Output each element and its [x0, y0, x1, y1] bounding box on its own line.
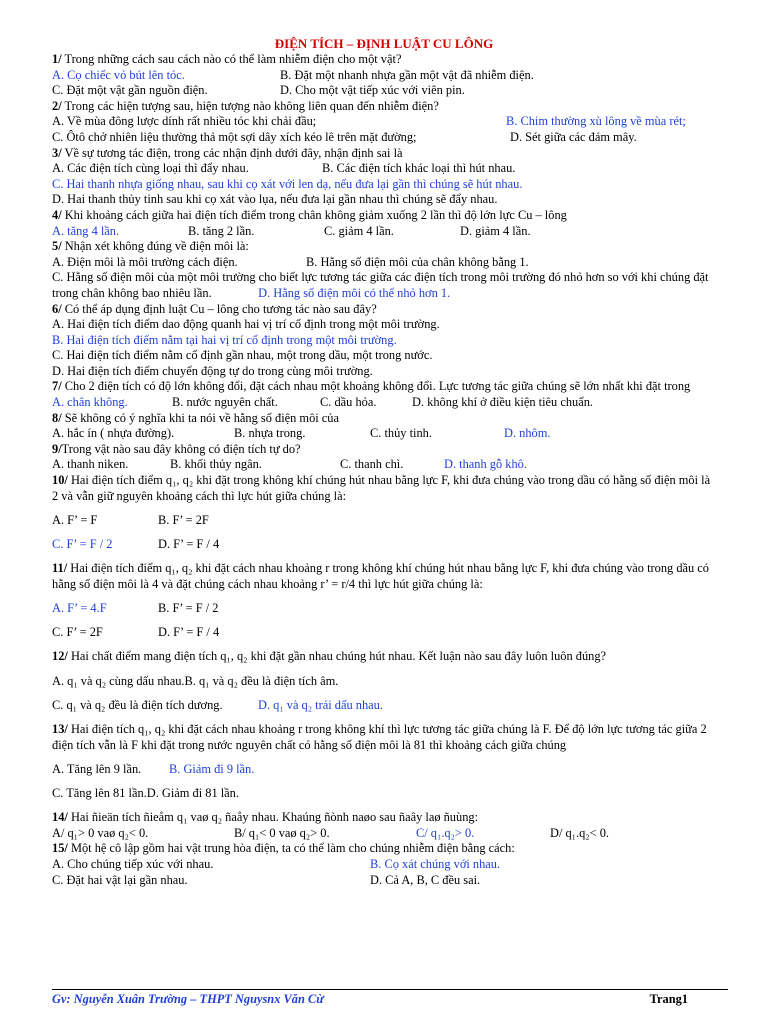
option-b: B. tăng 2 lần.: [188, 223, 255, 238]
question-number: 3/: [52, 145, 62, 160]
question-5: [52, 239, 732, 255]
question-text: Sẽ không có ý nghĩa khi ta nói về hằng số điện môi của: [61, 410, 340, 425]
option-b: B. Hai điện tích điểm nằm tại hai vị trí cố định trong một môi trường.: [52, 332, 397, 347]
option-c: C. Đặt hai vật lại gần nhau.: [52, 872, 188, 887]
question-text: Trong vật nào sau đây không có điện tích tự do?: [61, 441, 301, 456]
question-9: [52, 442, 732, 458]
option-c: C/ q₁.q₂> 0.: [416, 825, 475, 840]
option-d: D. Hằng số điện môi có thể nhỏ hơn 1.: [258, 285, 451, 300]
question-number: 8/: [52, 410, 62, 425]
option-c: C. Hai điện tích điểm nằm cố định gần nhau, một trong dầu, một trong nước.: [52, 348, 433, 363]
option-a: A. Điện môi là môi trường cách điện.: [52, 254, 238, 269]
question-number: 7/: [52, 379, 62, 394]
option-a: A. Tăng lên 9 lần.: [52, 762, 142, 777]
question-number: 10/: [52, 473, 68, 488]
option-d: D. thanh gỗ khô.: [444, 457, 527, 472]
question-text: Một hệ cô lập gồm hai vật trung hòa điện, ta có thể làm cho chúng nhiễm điện bằng cách:: [67, 841, 515, 856]
option-d: D. F’ = F / 4: [158, 537, 220, 552]
option-a: A. Các điện tích cùng loại thì đẩy nhau.: [52, 161, 249, 176]
option-ab: A. q₁ và q₂ cùng dấu nhau.B. q₁ và q₂ đều là điện tích âm.: [52, 674, 339, 688]
option-c: C. F’ = F / 2: [52, 537, 113, 552]
question-1: [52, 52, 732, 68]
option-a: A. Cho chúng tiếp xúc với nhau.: [52, 856, 214, 871]
option-b: B. khối thủy ngân.: [170, 457, 262, 472]
option-c: C. Ôtô chở nhiên liệu thường thả một sợi dây xích kéo lê trên mặt đường;: [52, 129, 417, 144]
question-2: [52, 99, 732, 115]
question-12: [52, 649, 732, 665]
page-footer: [52, 989, 728, 1008]
option-c-text: C. Hằng số điện môi của một môi trường cho biết lực tương tác giữa các điện tích trong môi trường đó nhỏ hơn so với khi chúng đặt trong chân không bao nhiêu lần.: [52, 270, 709, 300]
option-d: D. Hai thanh thủy tinh sau khi cọ xát vào lụa, nếu đưa lại gần nhau thì chúng sẽ đẩy nhau.: [52, 192, 498, 207]
question-number: 5/: [52, 239, 62, 254]
option-b: B. Đặt một nhanh nhựa gần một vật đã nhiễm điện.: [280, 67, 534, 82]
question-4: [52, 208, 732, 224]
question-number: 11/: [52, 561, 68, 576]
question-13: [52, 722, 716, 753]
option-d: D. Cả A, B, C đều sai.: [370, 872, 481, 887]
question-number: 9/: [52, 441, 62, 456]
option-d: D. không khí ở điều kiện tiêu chuẩn.: [412, 395, 594, 410]
question-6: [52, 302, 732, 318]
question-number: 4/: [52, 207, 62, 222]
question-number: 13/: [52, 722, 68, 736]
question-3: [52, 146, 732, 162]
option-b: B. Các điện tích khác loại thì hút nhau.: [322, 161, 516, 176]
author-line: Gv: Nguyễn Xuân Trường – THPT Nguysnx Văn Cừ: [52, 992, 324, 1006]
option-a: A. chân không.: [52, 395, 128, 410]
option-a: A. tăng 4 lần.: [52, 223, 120, 238]
question-number: 12/: [52, 649, 68, 664]
question-text: Hai điện tích q₁, q₂ khi đặt cách nhau khoảng r trong không khí thì lực tương tác giữa chúng là F. Để độ lớn lực tương tác giữa 2 điện tích vẫn là F khi đặt trong nước nguyên chất có hằng số điện môi là 81 thì khoảng cách giữa chúng: [52, 722, 707, 752]
option-b: B. Cọ xát chúng với nhau.: [370, 856, 501, 871]
question-text: Hai ñieän tích ñieåm q₁ vaø q₂ ñaåy nhau. Khaúng ñònh naøo sau ñaây laø ñuùng:: [67, 810, 479, 825]
question-8: [52, 411, 732, 427]
option-a: A. hắc ín ( nhựa đường).: [52, 426, 175, 441]
option-b: B. nước nguyên chất.: [172, 395, 278, 410]
option-c: C. q₁ và q₂ đều là điện tích dương.: [52, 698, 223, 712]
question-text: Về sự tương tác điện, trong các nhận định dưới đây, nhận định sai là: [61, 145, 403, 160]
option-d: D. nhôm.: [504, 426, 551, 441]
option-c: C. F’ = 2F: [52, 625, 103, 640]
question-14: [52, 810, 732, 826]
question-text: Có thể áp dụng định luật Cu – lông cho tương tác nào sau đây?: [61, 301, 377, 316]
option-d: D. Sét giữa các đám mây.: [510, 129, 637, 144]
question-text: Hai điện tích điểm q₁, q₂ khi đặt trong không khí chúng hút nhau bằng lực F, khi đưa chúng vào trong dầu có hằng số điện môi là 2 và vẫn giữ nguyên khoảng cách thì lực hút giữa chúng là:: [52, 473, 711, 503]
option-c: [52, 270, 716, 301]
option-c: C. giảm 4 lần.: [324, 223, 394, 238]
question-text: Khi khoảng cách giữa hai điện tích điểm trong chân không giảm xuống 2 lần thì độ lớn lực Cu – lông: [61, 207, 567, 222]
option-b: B. Chim thường xù lông về mùa rét;: [506, 114, 686, 129]
option-a: A/ q₁> 0 vaø q₂< 0.: [52, 825, 149, 840]
option-a: A. thanh niken.: [52, 457, 129, 472]
option-b: B/ q₁< 0 vaø q₂> 0.: [234, 825, 330, 840]
page-title: ĐIỆN TÍCH – ĐỊNH LUẬT CU LÔNG: [274, 36, 494, 51]
option-d: D/ q₁.q₂< 0.: [550, 825, 609, 840]
question-text: Hai chất điểm mang điện tích q₁, q₂ khi đặt gần nhau chúng hút nhau. Kết luận nào sau đây luôn luôn đúng?: [67, 649, 607, 664]
question-15: [52, 841, 732, 857]
option-b: B. Giảm đi 9 lần.: [169, 762, 255, 777]
option-cd: C. Tăng lên 81 lần.D. Giảm đi 81 lần.: [52, 786, 239, 801]
question-text: Trong những cách sau cách nào có thể làm nhiễm điện cho một vật?: [61, 52, 402, 66]
question-number: 2/: [52, 98, 62, 113]
page-number: Trang1: [649, 992, 688, 1006]
question-number: 15/: [52, 841, 68, 856]
option-c: C. Hai thanh nhựa giống nhau, sau khi cọ xát với len dạ, nếu đưa lại gần thì chúng sẽ hút nhau.: [52, 176, 523, 191]
option-a: A. Hai điện tích điểm dao động quanh hai vị trí cố định trong một môi trường.: [52, 317, 440, 332]
question-number: 14/: [52, 810, 68, 825]
question-10: [52, 473, 716, 504]
question-11: [52, 561, 724, 592]
option-d: D. Hai điện tích điểm chuyển động tự do trong cùng môi trường.: [52, 363, 373, 378]
option-c: C. dầu hỏa.: [320, 395, 377, 410]
option-b: B. F’ = 2F: [158, 513, 209, 528]
option-a: A. Về mùa đông lược dính rất nhiều tóc khi chải đầu;: [52, 114, 317, 129]
question-text: Cho 2 điện tích có độ lớn không đổi, đặt cách nhau một khoảng không đổi. Lực tương tác giữa chúng sẽ lớn nhất khi đặt trong: [61, 379, 691, 394]
option-d: D. giảm 4 lần.: [460, 223, 531, 238]
question-number: 6/: [52, 301, 62, 316]
question-list: [52, 52, 732, 888]
option-a: A. Cọ chiếc vỏ bút lên tóc.: [52, 67, 185, 82]
question-text: Hai điện tích điểm q₁, q₂ khi đặt cách nhau khoảng r trong không khí chúng hút nhau bằng lực F, khi đưa chúng vào trong dầu có hằng số điện môi là 4 và đặt chúng cách nhau khoảng r’ = r/4 thì lực hút giữa chúng là:: [52, 561, 710, 591]
option-b: B. F’ = F / 2: [158, 601, 219, 616]
option-d: D. F’ = F / 4: [158, 625, 220, 640]
question-text: Nhận xét không đúng về điện môi là:: [61, 239, 249, 254]
option-c: C. thanh chì.: [340, 457, 404, 472]
question-number: 1/: [52, 52, 62, 66]
option-d: D. Cho một vật tiếp xúc với viên pin.: [280, 83, 465, 98]
option-b: B. Hằng số điện môi của chân không bằng 1.: [306, 254, 529, 269]
option-d: D. q₁ và q₂ trái dấu nhau.: [258, 698, 383, 712]
question-7: [52, 379, 716, 395]
option-a: A. F’ = 4.F: [52, 601, 107, 616]
option-a: A. F’ = F: [52, 513, 98, 528]
option-b: B. nhựa trong.: [234, 426, 306, 441]
option-c: C. thủy tinh.: [370, 426, 432, 441]
question-text: Trong các hiện tượng sau, hiện tượng nào không liên quan đến nhiễm điện?: [61, 98, 439, 113]
option-c: C. Đặt một vật gần nguồn điện.: [52, 83, 208, 98]
